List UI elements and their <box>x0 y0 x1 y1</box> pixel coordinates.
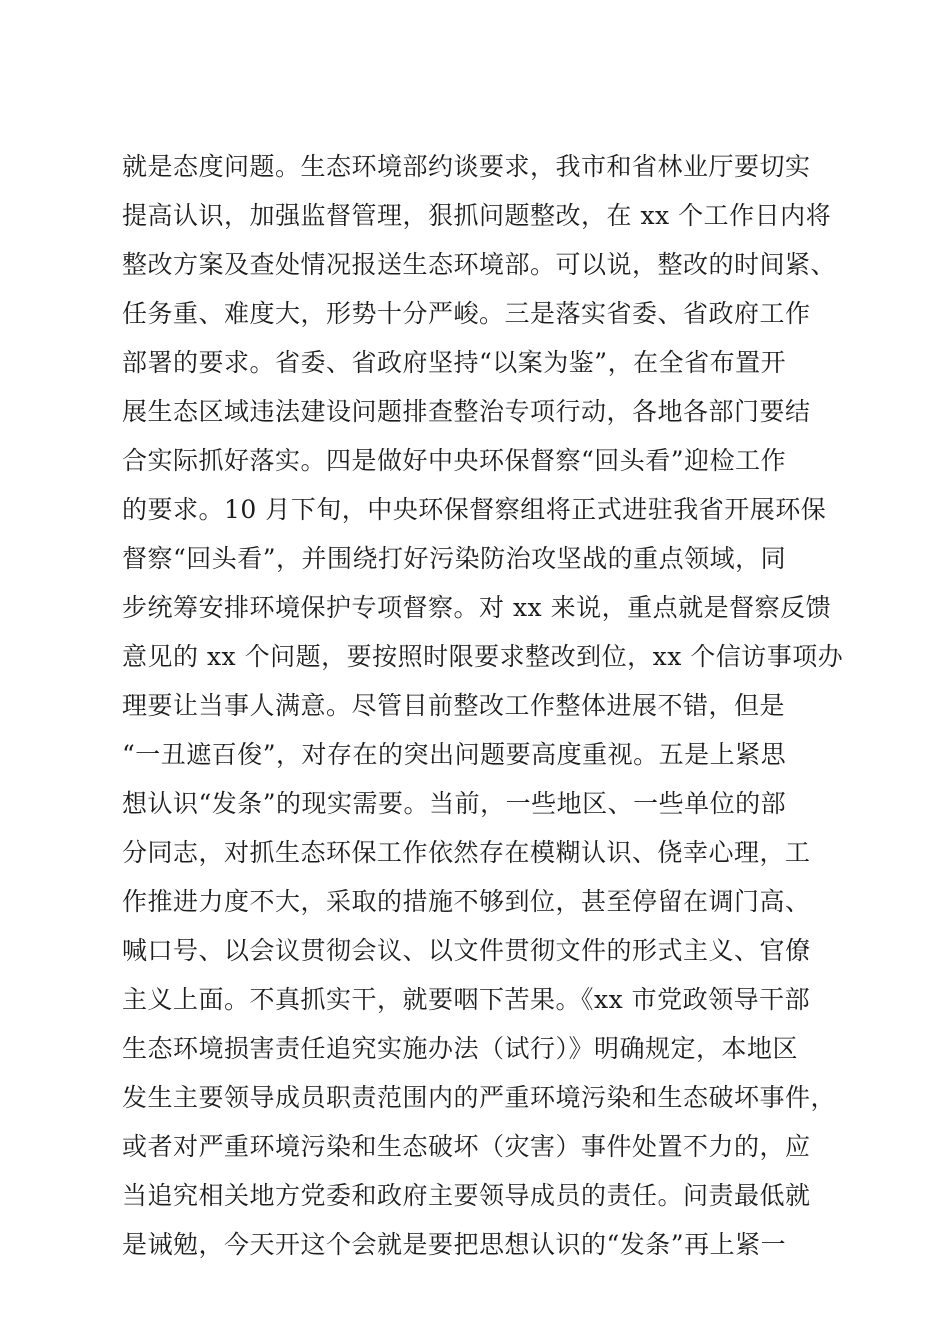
text-line: 意见的 xx 个问题，要按照时限要求整改到位，xx 个信访事项办 <box>122 642 844 671</box>
text-line: 理要让当事人满意。尽管目前整改工作整体进展不错，但是 <box>122 691 786 720</box>
text-line: “一丑遮百俊”，对存在的突出问题要高度重视。五是上紧思 <box>122 740 787 769</box>
text-line: 是诫勉，今天开这个会就是要把思想认识的“发条”再上紧一 <box>122 1230 787 1259</box>
text-line: 整改方案及查处情况报送生态环境部。可以说，整改的时间紧、 <box>122 250 837 279</box>
text-line: 的要求。10 月下旬，中央环保督察组将正式进驻我省开展环保 <box>122 495 827 524</box>
text-line: 发生主要领导成员职责范围内的严重环境污染和生态破坏事件， <box>122 1083 837 1112</box>
text-line: 分同志，对抓生态环保工作依然存在模糊认识、侥幸心理，工 <box>122 838 811 867</box>
text-line: 或者对严重环境污染和生态破坏（灾害）事件处置不力的，应 <box>122 1132 811 1161</box>
text-line: 督察“回头看”，并围绕打好污染防治攻坚战的重点领域，同 <box>122 544 787 573</box>
text-line: 生态环境损害责任追究实施办法（试行）》明确规定，本地区 <box>122 1034 799 1063</box>
text-line: 部署的要求。省委、省政府坚持“以案为鉴”，在全省布置开 <box>122 348 787 377</box>
text-line: 合实际抓好落实。四是做好中央环保督察“回头看”迎检工作 <box>122 446 787 475</box>
text-line: 提高认识，加强监督管理，狠抓问题整改，在 xx 个工作日内将 <box>122 201 832 230</box>
text-line: 喊口号、以会议贯彻会议、以文件贯彻文件的形式主义、官僚 <box>122 936 811 965</box>
body-text <box>122 142 844 1269</box>
text-line: 作推进力度不大，采取的措施不够到位，甚至停留在调门高、 <box>122 887 811 916</box>
text-line: 当追究相关地方党委和政府主要领导成员的责任。问责最低就 <box>122 1181 811 1210</box>
text-line: 展生态区域违法建设问题排查整治专项行动，各地各部门要结 <box>122 397 811 426</box>
text-line: 主义上面。不真抓实干，就要咽下苦果。《xx 市党政领导干部 <box>122 985 811 1014</box>
text-line: 想认识“发条”的现实需要。当前，一些地区、一些单位的部 <box>122 789 787 818</box>
text-line: 任务重、难度大，形势十分严峻。三是落实省委、省政府工作 <box>122 299 811 328</box>
text-line: 就是态度问题。生态环境部约谈要求，我市和省林业厅要切实 <box>122 152 811 181</box>
text-line: 步统筹安排环境保护专项督察。对 xx 来说，重点就是督察反馈 <box>122 593 832 622</box>
